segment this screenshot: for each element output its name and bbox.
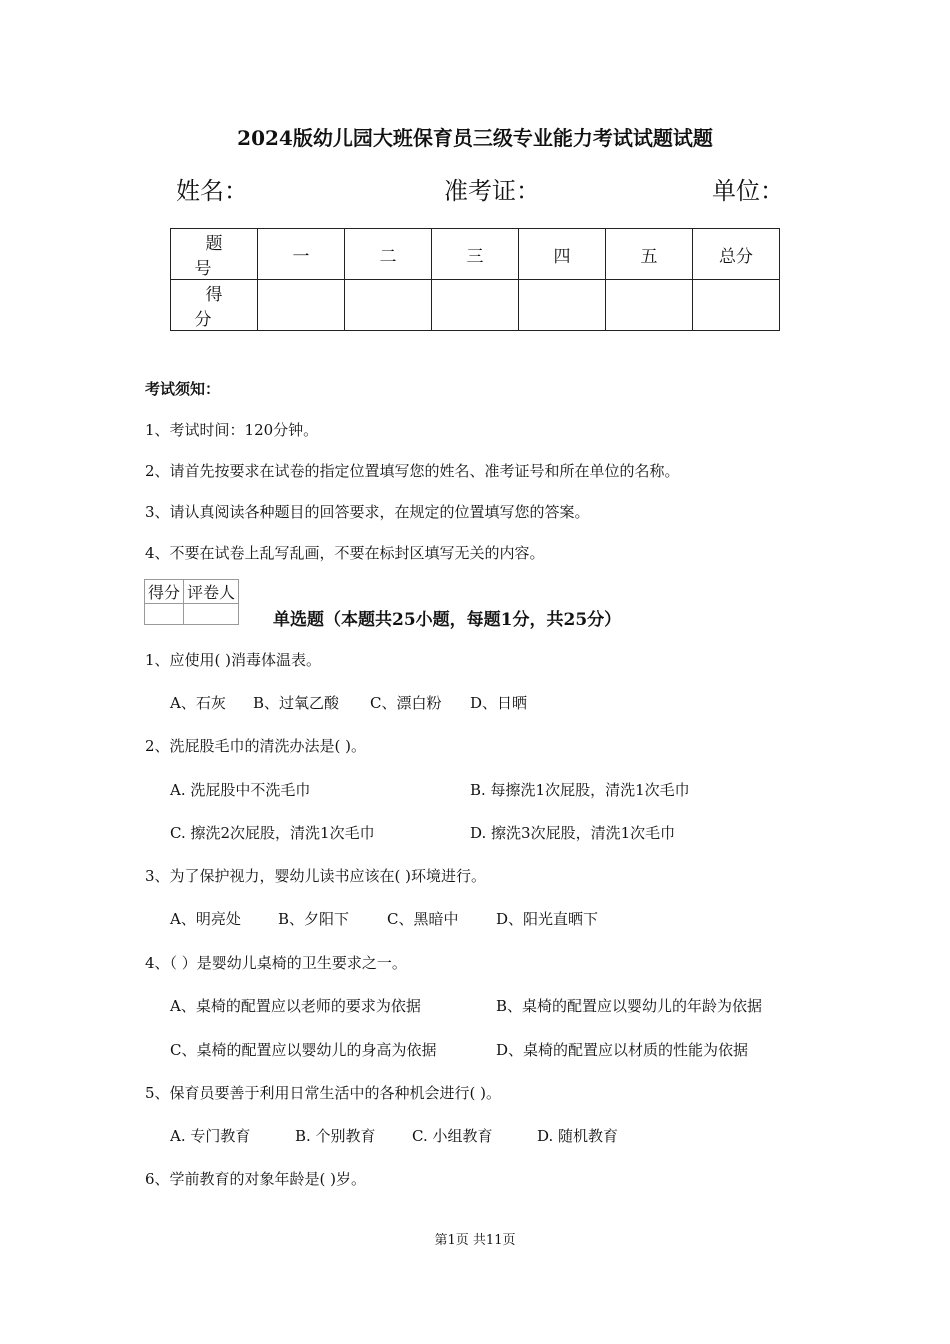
score-entry-cell[interactable] — [693, 280, 780, 331]
notice-item: 2、请首先按要求在试卷的指定位置填写您的姓名、准考证号和所在单位的名称。 — [145, 462, 680, 480]
score-table-header-row — [171, 229, 780, 280]
question-option: A. 专门教育 — [170, 1127, 251, 1145]
question-option: D、日晒 — [470, 694, 528, 712]
question-option: C、桌椅的配置应以婴幼儿的身高为依据 — [170, 1041, 437, 1059]
grader-score-cell[interactable] — [145, 604, 184, 625]
score-table-cell: 一 — [258, 229, 345, 280]
score-table-cell: 三 — [432, 229, 519, 280]
section-title: 单选题（本题共25小题，每题1分，共25分） — [273, 610, 622, 630]
score-table-score-row — [171, 280, 780, 331]
score-table-cell: 五 — [606, 229, 693, 280]
question-option: A、明亮处 — [170, 910, 241, 928]
notice-heading: 考试须知： — [145, 380, 221, 398]
notice-item: 4、不要在试卷上乱写乱画，不要在标封区填写无关的内容。 — [145, 544, 545, 562]
score-table-cell: 总分 — [693, 229, 780, 280]
question-option: D、桌椅的配置应以材质的性能为依据 — [496, 1041, 749, 1059]
question-option: D. 擦洗3次屁股，清洗1次毛巾 — [470, 824, 676, 842]
question-option: C. 小组教育 — [412, 1127, 493, 1145]
score-entry-cell[interactable] — [432, 280, 519, 331]
question-option: A. 洗屁股中不洗毛巾 — [170, 781, 311, 799]
question-stem: 6、学前教育的对象年龄是( )岁。 — [145, 1170, 367, 1188]
page-title: 2024版幼儿园大班保育员三级专业能力考试试题试题 — [237, 126, 713, 150]
ticket-field-label: 准考证： — [444, 177, 540, 205]
question-option: D、阳光直晒下 — [496, 910, 599, 928]
score-entry-cell[interactable] — [258, 280, 345, 331]
score-table-cell: 得分 — [171, 280, 258, 331]
question-option: C、黑暗中 — [387, 910, 459, 928]
question-option: C. 擦洗2次屁股，清洗1次毛巾 — [170, 824, 375, 842]
question-option: B. 每擦洗1次屁股，清洗1次毛巾 — [470, 781, 690, 799]
grader-score-label: 得分 — [145, 580, 184, 604]
question-option: B. 个别教育 — [295, 1127, 376, 1145]
question-option: D. 随机教育 — [537, 1127, 619, 1145]
grader-reviewer-label: 评卷人 — [184, 580, 239, 604]
question-stem: 2、洗屁股毛巾的清洗办法是( )。 — [145, 737, 367, 755]
question-stem: 5、保育员要善于利用日常生活中的各种机会进行( )。 — [145, 1084, 502, 1102]
question-option: A、桌椅的配置应以老师的要求为依据 — [170, 997, 421, 1015]
score-entry-cell[interactable] — [345, 280, 432, 331]
name-field-label: 姓名： — [176, 177, 248, 205]
question-option: B、夕阳下 — [278, 910, 350, 928]
grader-reviewer-cell[interactable] — [184, 604, 239, 625]
notice-item: 1、考试时间：120分钟。 — [145, 421, 319, 439]
score-entry-cell[interactable] — [606, 280, 693, 331]
question-stem: 1、应使用( )消毒体温表。 — [145, 651, 322, 669]
score-table — [170, 228, 780, 331]
grader-table — [144, 579, 239, 625]
question-option: B、过氧乙酸 — [253, 694, 340, 712]
score-entry-cell[interactable] — [519, 280, 606, 331]
question-stem: 3、为了保护视力，婴幼儿读书应该在( )环境进行。 — [145, 867, 487, 885]
question-option: A、石灰 — [170, 694, 226, 712]
score-table-cell: 二 — [345, 229, 432, 280]
question-option: C、漂白粉 — [370, 694, 442, 712]
unit-field-label: 单位： — [712, 177, 784, 205]
score-table-cell: 四 — [519, 229, 606, 280]
score-table-cell: 题号 — [171, 229, 258, 280]
notice-item: 3、请认真阅读各种题目的回答要求，在规定的位置填写您的答案。 — [145, 503, 590, 521]
page-footer: 第1页 共11页 — [434, 1233, 516, 1248]
question-stem: 4、（ ）是婴幼儿桌椅的卫生要求之一。 — [145, 954, 407, 972]
question-option: B、桌椅的配置应以婴幼儿的年龄为依据 — [496, 997, 763, 1015]
